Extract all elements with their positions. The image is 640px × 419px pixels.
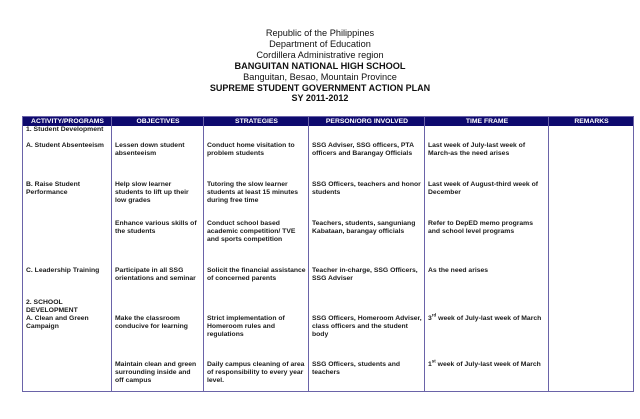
column-header-activity: ACTIVITY/PROGRAMS <box>31 118 104 125</box>
cell-time: Refer to DepED memo programs and school level programs <box>428 220 533 235</box>
cell-objective: Help slow learner students to lift up their low grades <box>115 181 189 204</box>
cell-strategy: Strict implementation of Homeroom rules and regulations <box>207 315 285 338</box>
cell-activity: 2. SCHOOL DEVELOPMENT <box>26 299 78 314</box>
ordinal-suffix: st <box>431 358 436 364</box>
cell-person: Teachers, students, sanguniang Kabataan, barangay officials <box>312 220 416 235</box>
cell-time <box>428 312 546 323</box>
cell-activity: A. Clean and Green Campaign <box>26 315 89 330</box>
cell-objective: Participate in all SSG orientations and seminar <box>115 267 196 282</box>
ordinal-suffix: rd <box>431 312 437 318</box>
cell-strategy: Conduct home visitation to problem students <box>207 142 295 157</box>
cell-time: As the need arises <box>428 267 489 274</box>
cell-strategy: Solicit the financial assistance of concerned parents <box>207 267 306 282</box>
republic-line: Republic of the Philippines <box>265 28 375 38</box>
cell-time: Last week of July-last week of March-as the need arises <box>428 142 526 157</box>
department-line: Department of Education <box>269 39 371 49</box>
cell-strategy: Tutoring the slow learner students at least 15 minutes during free time <box>207 181 299 204</box>
cell-person: SSG Officers, teachers and honor students <box>312 181 421 196</box>
cell-person: SSG Officers, students and teachers <box>312 361 401 376</box>
cell-objective: Maintain clean and green surrounding inside and off campus <box>115 361 197 384</box>
cell-time <box>428 358 546 369</box>
ordinal-number: 3 <box>428 315 432 322</box>
column-divider <box>308 117 309 391</box>
cell-objective: Enhance various skills of the students <box>115 220 197 235</box>
region-line: Cordillera Administrative region <box>256 50 384 60</box>
cell-activity: C. Leadership Training <box>26 267 100 274</box>
column-divider <box>548 117 549 391</box>
cell-objective: Make the classroom conducive for learning <box>115 315 188 330</box>
cell-time: Last week of August-third week of December <box>428 181 539 196</box>
column-header-objectives: OBJECTIVES <box>136 118 180 125</box>
school-year: SY 2011-2012 <box>291 93 349 103</box>
cell-person: Teacher in-charge, SSG Officers, SSG Adviser <box>312 267 418 282</box>
title-line: SUPREME STUDENT GOVERNMENT ACTION PLAN <box>209 83 431 93</box>
cell-objective: Lessen down student absenteeism <box>115 142 185 157</box>
school-address: Banguitan, Besao, Mountain Province <box>243 72 397 82</box>
cell-activity: B. Raise Student Performance <box>26 181 81 196</box>
column-header-remarks: REMARKS <box>574 118 609 125</box>
document-title <box>0 83 640 103</box>
cell-strategy: Conduct school based academic competition/ TVE and sports competition <box>207 220 296 243</box>
action-plan-table <box>22 116 634 392</box>
column-divider <box>424 117 425 391</box>
school-name: BANGUITAN NATIONAL HIGH SCHOOL <box>234 61 406 71</box>
table-header <box>23 117 633 126</box>
column-header-time-frame: TIME FRAME <box>465 118 509 125</box>
column-divider <box>111 117 112 391</box>
column-header-person: PERSON/ORG INVOLVED <box>325 118 409 125</box>
time-text: week of July-last week of March <box>436 315 542 322</box>
time-text: week of July-last week of March <box>435 361 541 368</box>
cell-activity: 1. Student Development <box>26 126 104 133</box>
document-header <box>0 28 640 83</box>
cell-strategy: Daily campus cleaning of area of responsibility to every year level. <box>207 361 305 384</box>
cell-person: SSG Adviser, SSG officers, PTA officers and Barangay Officials <box>312 142 414 157</box>
column-header-strategies: STRATEGIES <box>235 118 278 125</box>
ordinal-number: 1 <box>428 361 432 368</box>
column-divider <box>203 117 204 391</box>
cell-activity: A. Student Absenteeism <box>26 142 104 149</box>
cell-person: SSG Officers, Homeroom Adviser, class officers and the student body <box>312 315 422 338</box>
